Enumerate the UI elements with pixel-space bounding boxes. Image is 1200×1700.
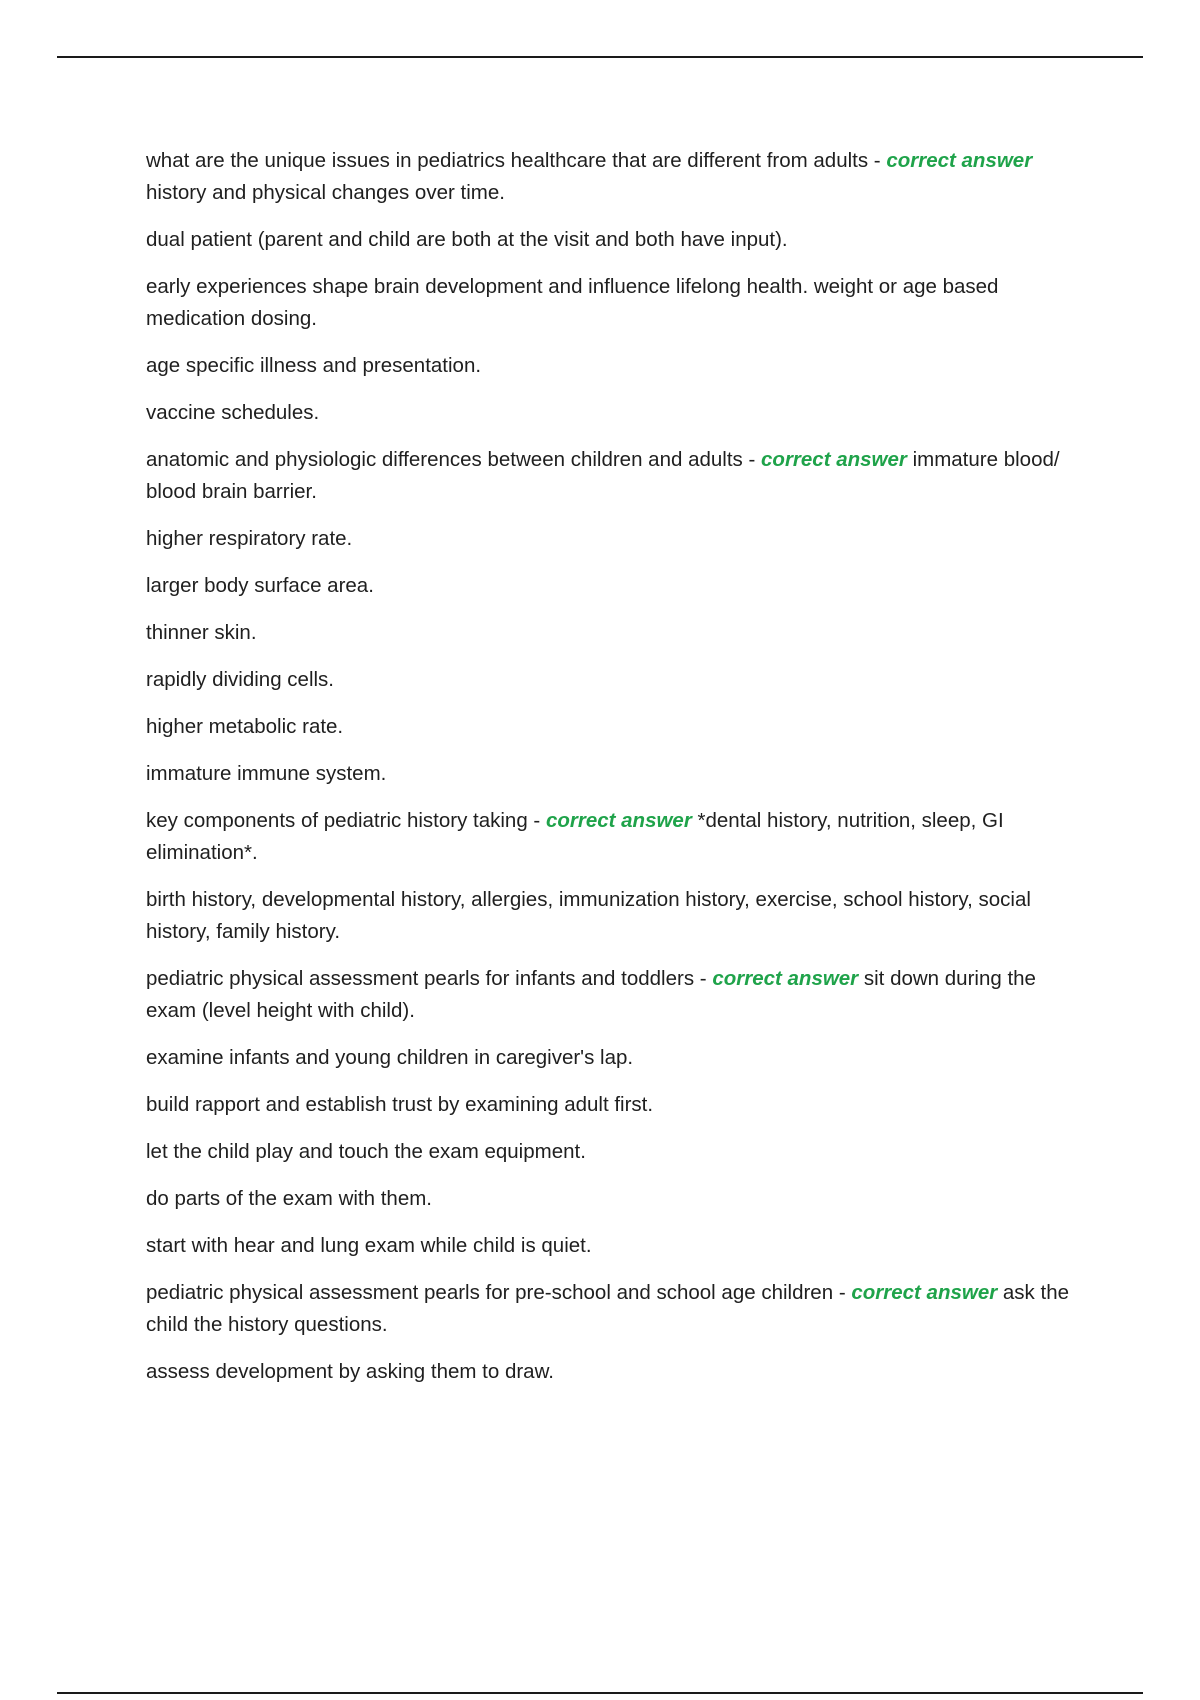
qa-question-paragraph: [146, 444, 1091, 508]
answer-text: *dental history, nutrition, sleep, GI elimination*.: [146, 809, 1004, 864]
qa-question-paragraph: [146, 1277, 1091, 1341]
followup-line: rapidly dividing cells.: [146, 668, 335, 691]
followup-line: larger body surface area.: [146, 574, 374, 597]
answer-text: ask the child the history questions.: [146, 1281, 1070, 1336]
qa-question-paragraph: [146, 805, 1091, 869]
correct-answer-marker: correct answer: [761, 448, 907, 471]
correct-answer-marker: correct answer: [545, 809, 692, 832]
correct-answer-marker: correct answer: [886, 149, 1033, 172]
qa-question-paragraph: [146, 963, 1091, 1027]
followup-line: early experiences shape brain development and influence lifelong health. weight or age based medication dosing.: [146, 275, 999, 330]
followup-line: examine infants and young children in caregiver's lap.: [146, 1046, 634, 1069]
question-text: anatomic and physiologic differences between children and adults: [146, 448, 743, 471]
separator: -: [527, 809, 546, 832]
question-text: key components of pediatric history taking: [146, 809, 528, 832]
followup-line: let the child play and touch the exam equipment.: [146, 1140, 586, 1163]
question-text: what are the unique issues in pediatrics healthcare that are different from adults: [146, 149, 869, 172]
answer-text: sit down during the exam (level height with child).: [146, 967, 1036, 1022]
qa-question-paragraph: [146, 145, 1091, 209]
footer-rule: [57, 1692, 1143, 1694]
answer-text: immature blood/ blood brain barrier.: [146, 448, 1060, 503]
separator: -: [868, 149, 887, 172]
followup-line: vaccine schedules.: [146, 401, 320, 424]
followup-line: thinner skin.: [146, 621, 257, 644]
separator: -: [694, 967, 713, 990]
followup-line: start with hear and lung exam while child is quiet.: [146, 1234, 592, 1257]
correct-answer-marker: correct answer: [851, 1281, 998, 1304]
header-rule: [57, 56, 1143, 58]
separator: -: [833, 1281, 852, 1304]
followup-line: dual patient (parent and child are both at the visit and both have input).: [146, 228, 788, 251]
correct-answer-marker: correct answer: [712, 967, 859, 990]
followup-line: immature immune system.: [146, 762, 387, 785]
separator: -: [742, 448, 762, 471]
followup-line: build rapport and establish trust by examining adult first.: [146, 1093, 654, 1116]
followup-line: do parts of the exam with them.: [146, 1187, 432, 1210]
followup-line: age specific illness and presentation.: [146, 354, 482, 377]
followup-line: higher metabolic rate.: [146, 715, 344, 738]
followup-line: birth history, developmental history, allergies, immunization history, exercise, school history, social history, family history.: [146, 888, 1031, 943]
answer-text: history and physical changes over time.: [146, 181, 505, 204]
document-body: [146, 145, 1091, 1403]
followup-line: assess development by asking them to draw.: [146, 1360, 554, 1383]
followup-line: higher respiratory rate.: [146, 527, 353, 550]
question-text: pediatric physical assessment pearls for infants and toddlers: [146, 967, 695, 990]
question-text: pediatric physical assessment pearls for pre-school and school age children: [146, 1281, 834, 1304]
